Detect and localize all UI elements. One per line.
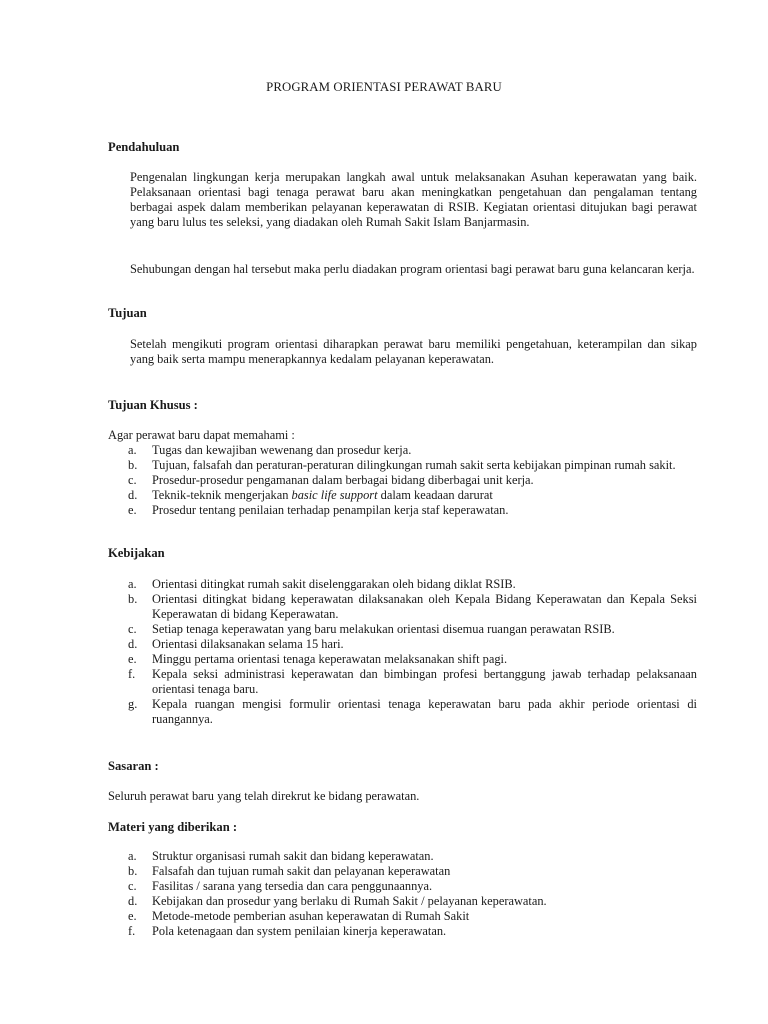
pendahuluan-paragraph-2: Sehubungan dengan hal tersebut maka perlu diadakan program orientasi bagi perawat baru guna kelancaran kerja.: [130, 262, 695, 276]
list-item: a. Tugas dan kewajiban wewenang dan prosedur kerja.: [128, 443, 412, 457]
sasaran-paragraph: Seluruh perawat baru yang telah direkrut ke bidang perawatan.: [108, 789, 420, 803]
list-item: d. Kebijakan dan prosedur yang berlaku di Rumah Sakit / pelayanan keperawatan.: [128, 894, 547, 908]
list-item: b. Tujuan, falsafah dan peraturan-peraturan dilingkungan rumah sakit serta kebijakan pimpinan rumah sakit.: [128, 458, 676, 472]
heading-materi: Materi yang diberikan :: [108, 820, 238, 834]
list-item: b. Orientasi ditingkat bidang keperawatan dilaksanakan oleh Kepala Bidang Keperawatan dan Kepala Seksi Keperawatan di bidang Keperawatan.: [128, 592, 697, 621]
list-item: b. Falsafah dan tujuan rumah sakit dan pelayanan keperawatan: [128, 864, 451, 878]
tujuan-paragraph: Setelah mengikuti program orientasi diharapkan perawat baru memiliki pengetahuan, keterampilan dan sikap yang baik serta mampu menerapkannya kedalam pelayanan keperawatan.: [130, 337, 697, 366]
heading-tujuan: Tujuan: [108, 306, 147, 320]
list-item: f. Pola ketenagaan dan system penilaian kinerja keperawatan.: [128, 924, 447, 938]
list-item: c. Fasilitas / sarana yang tersedia dan cara penggunaannya.: [128, 879, 433, 893]
list-item: f. Kepala seksi administrasi keperawatan dan bimbingan profesi bertanggung jawab terhadap pelaksanaan orientasi tenaga baru.: [128, 667, 697, 696]
document-title: PROGRAM ORIENTASI PERAWAT BARU: [266, 80, 502, 94]
tujuan-khusus-lead: Agar perawat baru dapat memahami :: [108, 428, 295, 442]
list-item: c. Prosedur-prosedur pengamanan dalam berbagai bidang diberbagai unit kerja.: [128, 473, 534, 487]
pendahuluan-paragraph-1: Pengenalan lingkungan kerja merupakan langkah awal untuk melaksanakan Asuhan keperawatan yang baik. Pelaksanaan orientasi bagi tenaga perawat baru akan meningkatkan pengetahuan dan pengalaman tentang berbagai aspek dalam memberikan pelayanan keperawatan di RSIB. Kegiatan orientasi ditujukan bagi perawat yang baru lulus tes seleksi, yang diadakan oleh Rumah Sakit Islam Banjarmasin.: [130, 170, 697, 229]
heading-pendahuluan: Pendahuluan: [108, 140, 180, 154]
list-item: g. Kepala ruangan mengisi formulir orientasi tenaga keperawatan baru pada akhir periode orientasi di ruangannya.: [128, 697, 697, 726]
heading-sasaran: Sasaran :: [108, 759, 159, 773]
kebijakan-list: [108, 577, 697, 727]
heading-kebijakan: Kebijakan: [108, 546, 165, 560]
tujuan-khusus-list: [108, 443, 697, 518]
materi-list: [108, 849, 697, 939]
list-item: a. Struktur organisasi rumah sakit dan bidang keperawatan.: [128, 849, 434, 863]
list-item: d. Teknik-teknik mengerjakan basic life support dalam keadaan darurat: [128, 488, 493, 502]
list-item: e. Metode-metode pemberian asuhan keperawatan di Rumah Sakit: [128, 909, 470, 923]
list-item: a. Orientasi ditingkat rumah sakit diselenggarakan oleh bidang diklat RSIB.: [128, 577, 516, 591]
list-item: c. Setiap tenaga keperawatan yang baru melakukan orientasi disemua ruangan perawatan RSIB.: [128, 622, 615, 636]
italic-term: basic life support: [291, 488, 378, 502]
list-item: d. Orientasi dilaksanakan selama 15 hari.: [128, 637, 344, 651]
list-item: e. Prosedur tentang penilaian terhadap penampilan kerja staf keperawatan.: [128, 503, 509, 517]
heading-tujuan-khusus: Tujuan Khusus :: [108, 398, 198, 412]
list-item: e. Minggu pertama orientasi tenaga keperawatan melaksanakan shift pagi.: [128, 652, 508, 666]
